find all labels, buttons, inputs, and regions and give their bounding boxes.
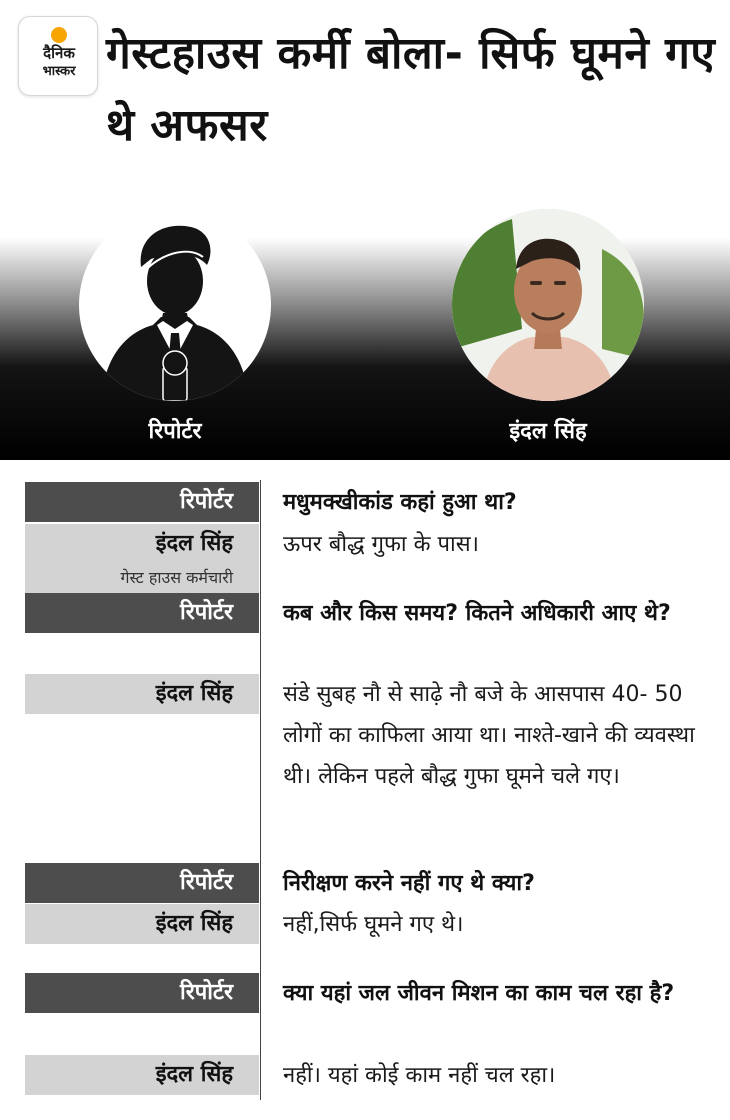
- speaker-subtitle: गेस्ट हाउस कर्मचारी: [25, 563, 259, 593]
- indal-singh-photo: [452, 209, 644, 401]
- dainik-bhaskar-logo: [18, 16, 98, 96]
- answer-text: ऊपर बौद्ध गुफा के पास।: [283, 532, 479, 557]
- question-text: मधुमक्खीकांड कहां हुआ था?: [283, 490, 517, 515]
- question-text: कब और किस समय? कितने अधिकारी आए थे?: [283, 601, 671, 626]
- speaker-tag-interviewee: इंदल सिंह: [25, 904, 259, 944]
- reporter-avatar: [79, 209, 271, 401]
- person-portrait-icon: [452, 209, 644, 401]
- column-divider: [260, 480, 261, 1100]
- header: [0, 0, 730, 210]
- logo-line-2: भास्कर: [42, 64, 76, 79]
- question-text: निरीक्षण करने नहीं गए थे क्या?: [283, 871, 535, 896]
- answer-text: नहीं,सिर्फ घूमने गए थे।: [283, 912, 464, 937]
- logo-line-1: दैनिक: [43, 44, 75, 62]
- speaker-tag-reporter: रिपोर्टर: [25, 482, 259, 522]
- headline: गेस्टहाउस कर्मी बोला- सिर्फ घूमने गए थे अफसर: [106, 28, 716, 151]
- interviewee-name: इंदल सिंह: [509, 419, 587, 444]
- answer-text: संडे सुबह नौ से साढ़े नौ बजे के आसपास 40- 50 लोगों का काफिला आया था। नाश्ते-खाने की व्यवस्था थी। लेकिन पहले बौद्ध गुफा घूमने चले गए।: [283, 682, 695, 789]
- speaker-tag-reporter: रिपोर्टर: [25, 593, 259, 633]
- speaker-tag-reporter: रिपोर्टर: [25, 863, 259, 903]
- question-text: क्या यहां जल जीवन मिशन का काम चल रहा है?: [283, 981, 675, 1006]
- speaker-tag-interviewee: इंदल सिंह: [25, 674, 259, 714]
- speaker-tag-interviewee: इंदल सिंह: [25, 524, 259, 564]
- sun-icon: [51, 27, 67, 43]
- speaker-tag-reporter: रिपोर्टर: [25, 973, 259, 1013]
- speaker-tag-interviewee: इंदल सिंह: [25, 1055, 259, 1095]
- reporter-silhouette-icon: [79, 209, 271, 401]
- answer-text: नहीं। यहां कोई काम नहीं चल रहा।: [283, 1063, 556, 1088]
- reporter-name: रिपोर्टर: [148, 419, 202, 444]
